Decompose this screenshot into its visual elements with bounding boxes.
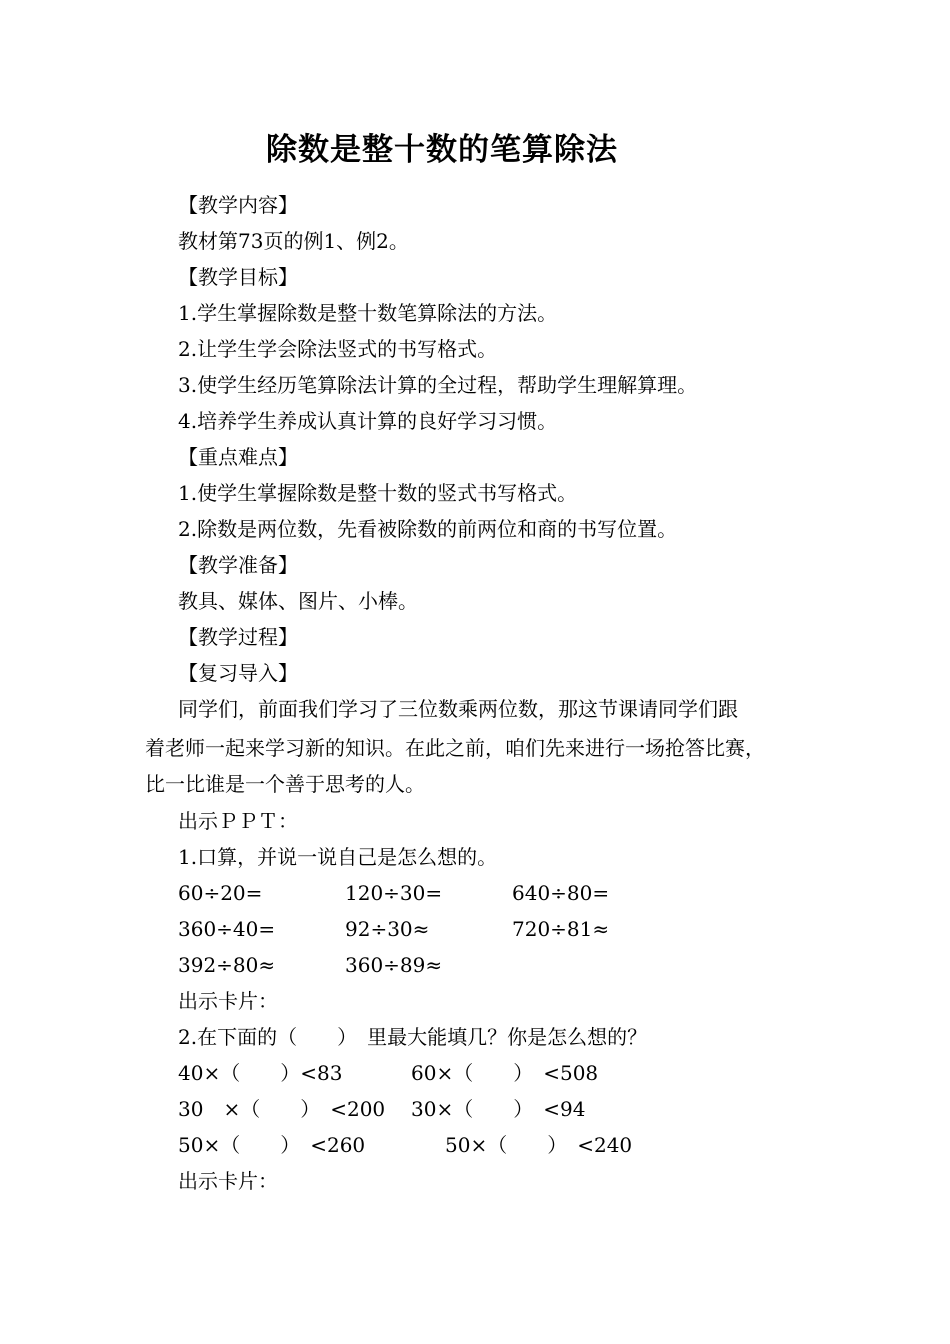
fill-blank-item: 30×（ ） <94 xyxy=(411,1097,586,1121)
show-card-label: 出示卡片： xyxy=(178,1169,278,1193)
oral-calc-item: 60÷20= xyxy=(178,881,263,905)
oral-calc-item: 360÷89≈ xyxy=(345,953,443,977)
task-1-prompt: 1.口算，并说一说自己是怎么想的。 xyxy=(178,845,498,869)
oral-calc-item: 92÷30≈ xyxy=(345,917,430,941)
oral-calc-item: 720÷81≈ xyxy=(512,917,610,941)
intro-paragraph-line: 着老师一起来学习新的知识。在此之前，咱们先来进行一场抢答比赛， xyxy=(145,736,765,760)
show-ppt-label: 出示ＰＰＴ： xyxy=(178,809,298,833)
preparation-text: 教具、媒体、图片、小棒。 xyxy=(178,589,418,613)
fill-blank-item: 60×（ ） <508 xyxy=(411,1061,599,1085)
goal-item: 4.培养学生养成认真计算的良好学习习惯。 xyxy=(178,409,558,433)
oral-calc-item: 360÷40= xyxy=(178,917,276,941)
section-heading-key-points: 【重点难点】 xyxy=(178,445,298,469)
show-card-label: 出示卡片： xyxy=(178,989,278,1013)
intro-paragraph-line: 比一比谁是一个善于思考的人。 xyxy=(145,772,425,796)
section-heading-content: 【教学内容】 xyxy=(178,193,298,217)
task-2-prompt: 2.在下面的（ ） 里最大能填几？你是怎么想的？ xyxy=(178,1025,648,1049)
key-point-item: 1.使学生掌握除数是整十数的竖式书写格式。 xyxy=(178,481,578,505)
section-heading-process: 【教学过程】 xyxy=(178,625,298,649)
fill-blank-item: 50×（ ） <240 xyxy=(445,1133,633,1157)
oral-calc-item: 392÷80≈ xyxy=(178,953,276,977)
fill-blank-item: 40×（ ）<83 xyxy=(178,1061,343,1085)
goal-item: 2.让学生学会除法竖式的书写格式。 xyxy=(178,337,498,361)
fill-blank-item: 30 ×（ ） <200 xyxy=(178,1097,386,1121)
goal-item: 3.使学生经历笔算除法计算的全过程，帮助学生理解算理。 xyxy=(178,373,698,397)
intro-paragraph-line: 同学们，前面我们学习了三位数乘两位数，那这节课请同学们跟 xyxy=(178,697,738,721)
oral-calc-item: 640÷80= xyxy=(512,881,610,905)
content-text: 教材第73页的例1、例2。 xyxy=(178,229,409,253)
fill-blank-item: 50×（ ） <260 xyxy=(178,1133,366,1157)
goal-item: 1.学生掌握除数是整十数笔算除法的方法。 xyxy=(178,301,558,325)
oral-calc-item: 120÷30= xyxy=(345,881,443,905)
section-heading-goals: 【教学目标】 xyxy=(178,265,298,289)
section-heading-review: 【复习导入】 xyxy=(178,661,298,685)
key-point-item: 2.除数是两位数，先看被除数的前两位和商的书写位置。 xyxy=(178,517,678,541)
section-heading-preparation: 【教学准备】 xyxy=(178,553,298,577)
page-title: 除数是整十数的笔算除法 xyxy=(266,132,618,168)
